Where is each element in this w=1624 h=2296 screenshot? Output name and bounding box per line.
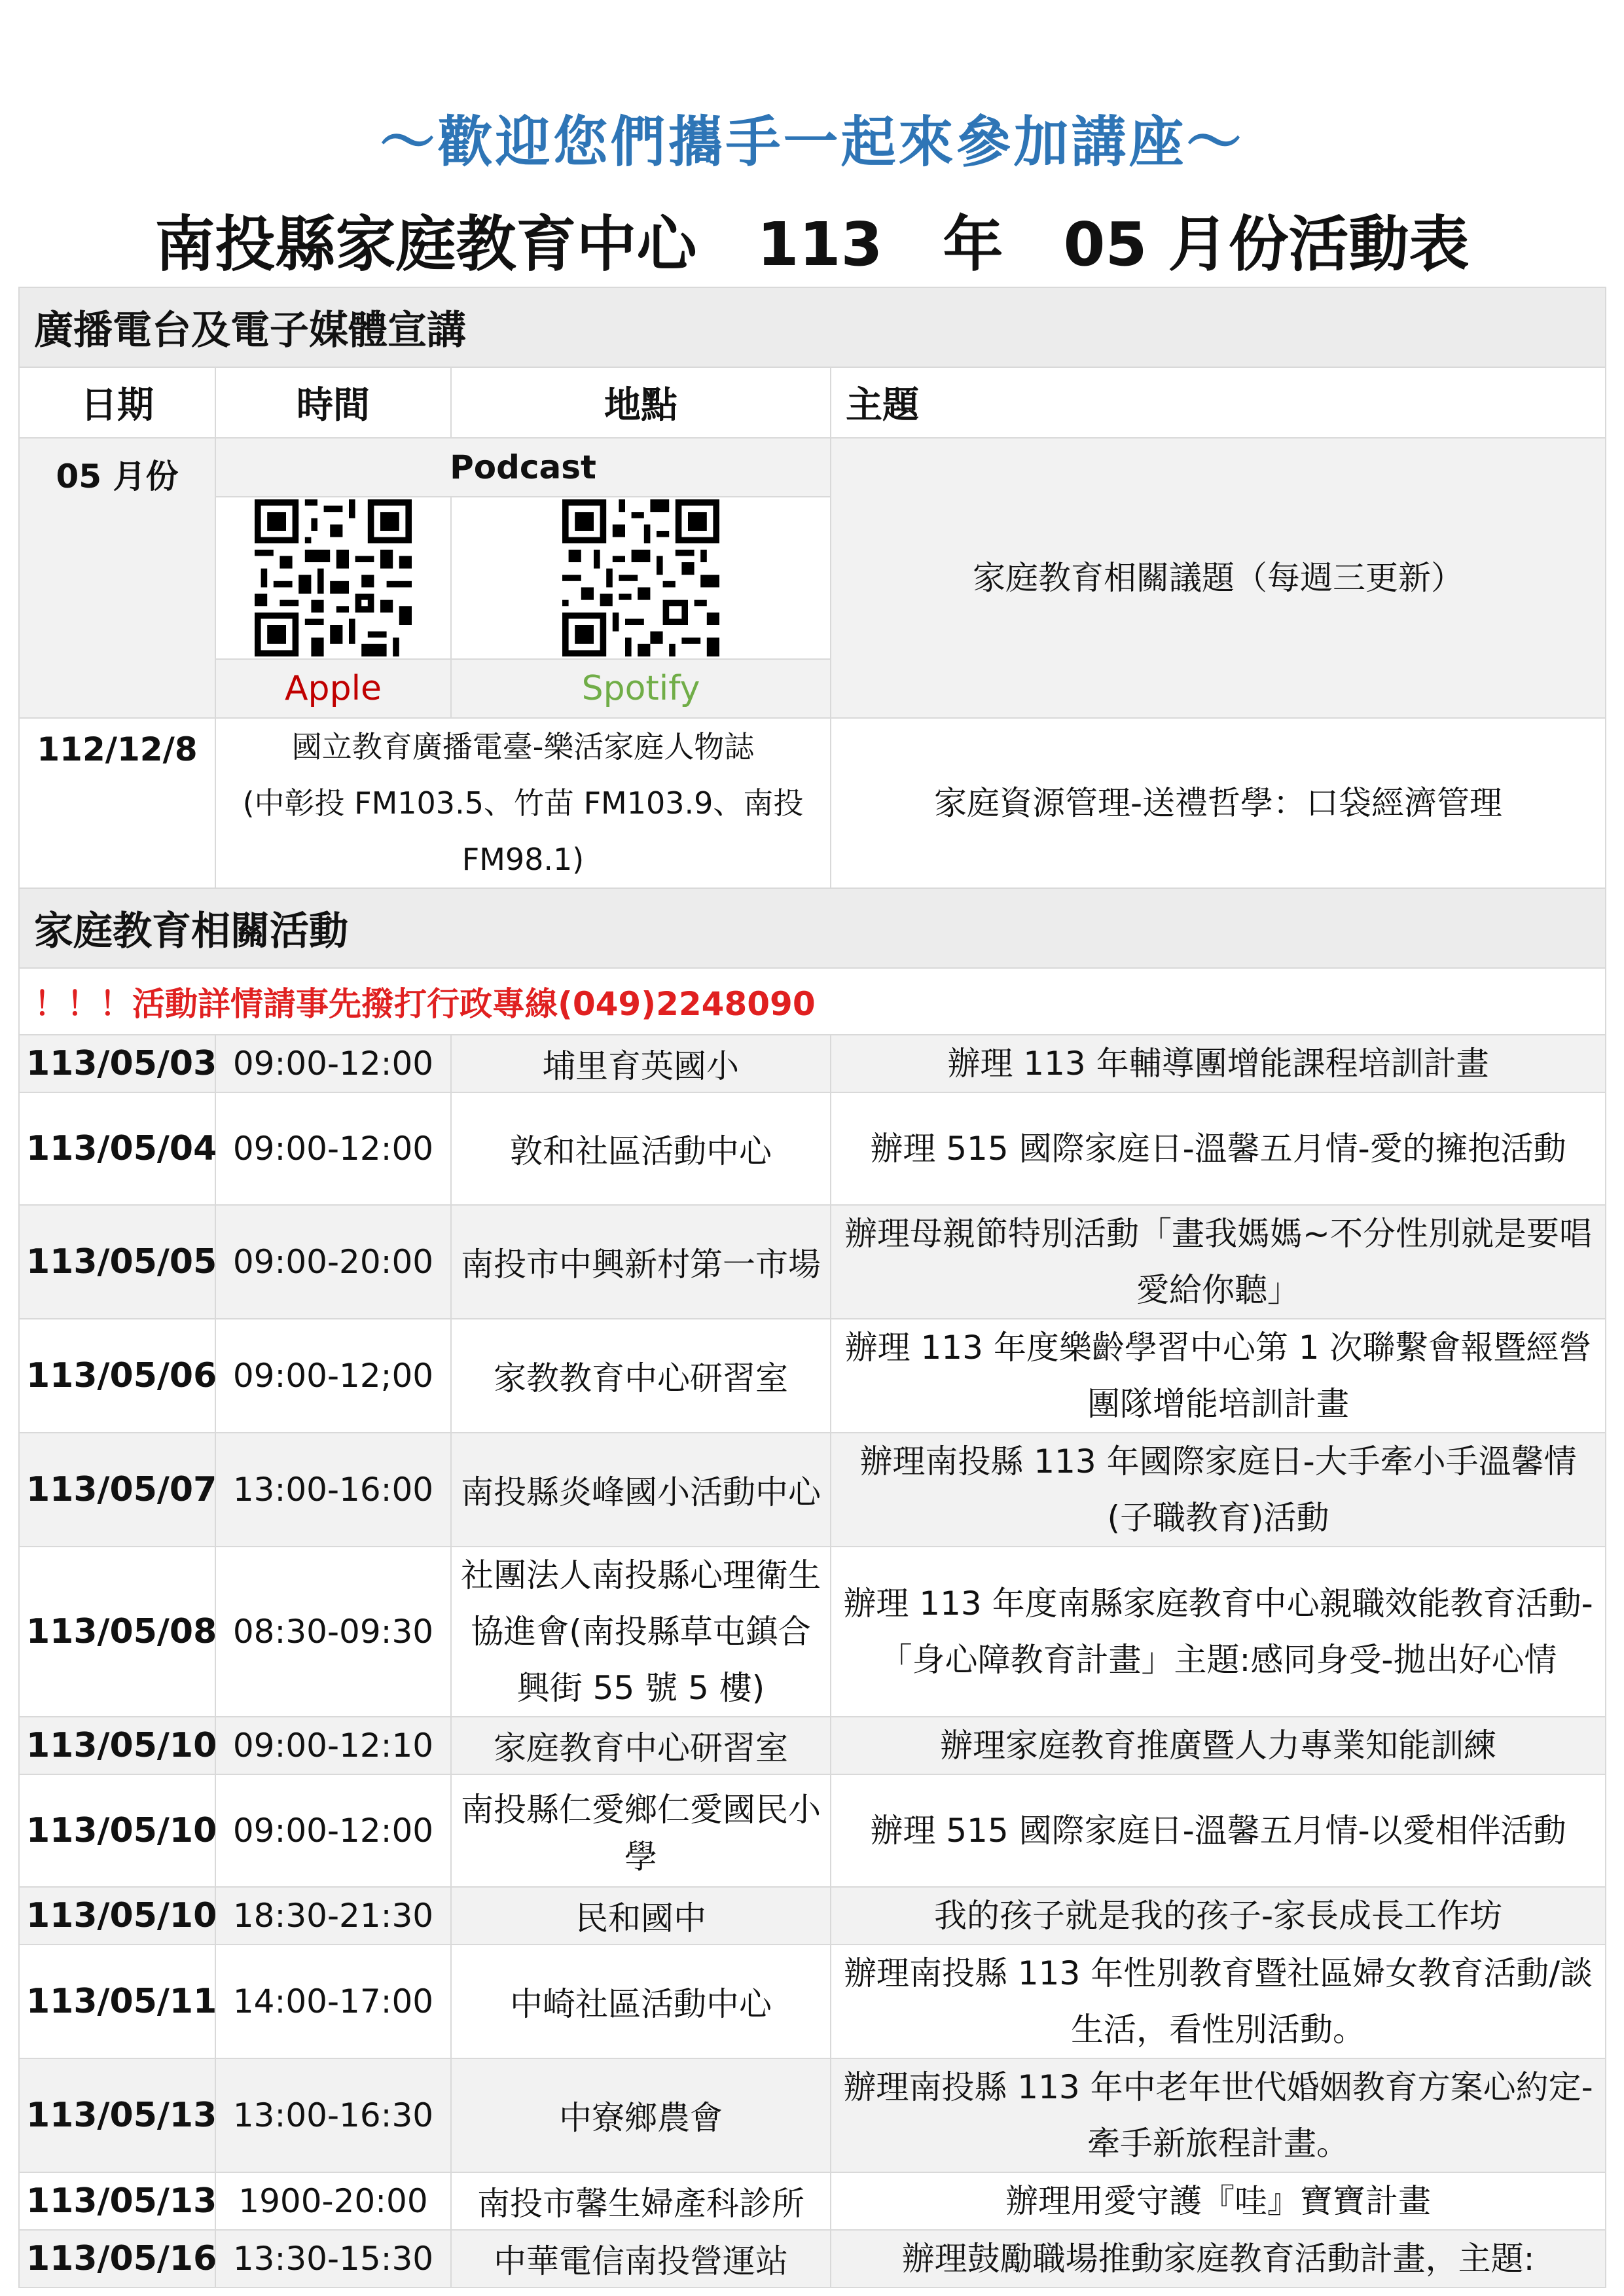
- activity-time: 09:00-20:00: [215, 1205, 451, 1319]
- podcast-label: Podcast: [215, 438, 831, 497]
- activity-time: 08:30-09:30: [215, 1547, 451, 1717]
- activity-place: 家教教育中心研習室: [451, 1319, 831, 1433]
- activity-date: 113/05/08: [19, 1547, 215, 1717]
- spotify-qr-code-icon[interactable]: [562, 499, 719, 656]
- activity-place: 埔里育英國小: [451, 1035, 831, 1092]
- radio-place: [215, 718, 831, 888]
- activity-topic: 辦理 113 年度樂齡學習中心第 1 次聯繫會報暨經營團隊增能培訓計畫: [831, 1319, 1606, 1433]
- section-title: 廣播電台及電子媒體宣講: [19, 287, 1606, 367]
- section-header-broadcast: [19, 287, 1606, 367]
- activity-time: 13:30-15:30: [215, 2230, 451, 2287]
- column-header-date: 日期: [19, 367, 215, 438]
- activity-place: 家庭教育中心研習室: [451, 1717, 831, 1774]
- podcast-row: [19, 438, 1606, 497]
- spotify-qr-cell[interactable]: [451, 497, 831, 659]
- activity-topic: 辦理南投縣 113 年性別教育暨社區婦女教育活動/談生活，看性別活動。: [831, 1945, 1606, 2058]
- activity-date: 113/05/13: [19, 2172, 215, 2230]
- activity-date: 113/05/10: [19, 1717, 215, 1774]
- radio-topic: 家庭資源管理-送禮哲學：口袋經濟管理: [831, 718, 1606, 888]
- activity-date: 113/05/10: [19, 1774, 215, 1887]
- table-row: [19, 2230, 1606, 2287]
- table-header: [19, 367, 1606, 438]
- activity-topic: 辦理 515 國際家庭日-溫馨五月情-以愛相伴活動: [831, 1774, 1606, 1887]
- table-row: [19, 1717, 1606, 1774]
- activity-date: 113/05/11: [19, 1945, 215, 2058]
- activity-place: 南投縣炎峰國小活動中心: [451, 1433, 831, 1547]
- activity-place: 中華電信南投營運站: [451, 2230, 831, 2287]
- radio-place-line1: 國立教育廣播電臺-樂活家庭人物誌: [291, 729, 755, 764]
- notice-row: [19, 968, 1606, 1035]
- activity-place: 敦和社區活動中心: [451, 1092, 831, 1205]
- column-header-topic: 主題: [831, 367, 1606, 438]
- activity-time: 09:00-12:00: [215, 1035, 451, 1092]
- table-row: [19, 1092, 1606, 1205]
- activity-time: 1900-20:00: [215, 2172, 451, 2230]
- activity-topic: 辦理南投縣 113 年中老年世代婚姻教育方案心約定-牽手新旅程計畫。: [831, 2058, 1606, 2172]
- activity-topic: 辦理家庭教育推廣暨人力專業知能訓練: [831, 1717, 1606, 1774]
- notice-text: ！！！活動詳情請事先撥打行政專線(049)2248090: [19, 968, 1606, 1035]
- activity-topic: 辦理南投縣 113 年國際家庭日-大手牽小手溫馨情(子職教育)活動: [831, 1433, 1606, 1547]
- apple-label[interactable]: Apple: [215, 659, 451, 718]
- activity-topic: 辦理 113 年度南縣家庭教育中心親職效能教育活動-「身心障教育計畫」主題:感同身受-拋出好心情: [831, 1547, 1606, 1717]
- activity-date: 113/05/06: [19, 1319, 215, 1433]
- schedule-table: [18, 287, 1606, 2288]
- section-header-activities: [19, 888, 1606, 968]
- activity-time: 09:00-12;00: [215, 1319, 451, 1433]
- activity-place: 中崎社區活動中心: [451, 1945, 831, 2058]
- table-row: [19, 2058, 1606, 2172]
- activity-place: 民和國中: [451, 1887, 831, 1945]
- activity-date: 113/05/10: [19, 1887, 215, 1945]
- activity-place: 南投市中興新村第一市場: [451, 1205, 831, 1319]
- activity-topic: 辦理 515 國際家庭日-溫馨五月情-愛的擁抱活動: [831, 1092, 1606, 1205]
- activity-date: 113/05/05: [19, 1205, 215, 1319]
- table-row: [19, 1945, 1606, 2058]
- column-header-place: 地點: [451, 367, 831, 438]
- radio-row: [19, 718, 1606, 888]
- activity-topic: 辦理母親節特別活動「畫我媽媽~不分性別就是要唱愛給你聽」: [831, 1205, 1606, 1319]
- spotify-label[interactable]: Spotify: [451, 659, 831, 718]
- activity-date: 113/05/03: [19, 1035, 215, 1092]
- apple-qr-cell[interactable]: [215, 497, 451, 659]
- podcast-topic: 家庭教育相關議題（每週三更新）: [831, 438, 1606, 718]
- activity-date: 113/05/07: [19, 1433, 215, 1547]
- apple-qr-code-icon[interactable]: [255, 499, 412, 656]
- subtitle: ～歡迎您們攜手一起來參加講座～: [380, 110, 1244, 174]
- table-row: [19, 1774, 1606, 1887]
- table-row: [19, 1887, 1606, 1945]
- activity-topic: 辦理用愛守護『哇』寶寶計畫: [831, 2172, 1606, 2230]
- page-title: 南投縣家庭教育中心 113 年 05 月份活動表: [154, 209, 1470, 279]
- activity-time: 18:30-21:30: [215, 1887, 451, 1945]
- activity-time: 09:00-12:10: [215, 1717, 451, 1774]
- activity-place: 中寮鄉農會: [451, 2058, 831, 2172]
- activity-date: 113/05/13: [19, 2058, 215, 2172]
- activity-date: 113/05/16: [19, 2230, 215, 2287]
- table-row: [19, 2172, 1606, 2230]
- column-header-time: 時間: [215, 367, 451, 438]
- activity-time: 13:00-16:30: [215, 2058, 451, 2172]
- table-row: [19, 1433, 1606, 1547]
- activity-topic: 我的孩子就是我的孩子-家長成長工作坊: [831, 1887, 1606, 1945]
- radio-place-line2: (中彰投 FM103.5、竹苗 FM103.9、南投 FM98.1): [242, 785, 804, 877]
- activity-time: 14:00-17:00: [215, 1945, 451, 2058]
- activity-time: 09:00-12:00: [215, 1092, 451, 1205]
- table-row: [19, 1547, 1606, 1717]
- activity-time: 09:00-12:00: [215, 1774, 451, 1887]
- section-title: 家庭教育相關活動: [19, 888, 1606, 968]
- schedule-table-wrapper: [18, 287, 1605, 2288]
- activity-topic: 辦理鼓勵職場推動家庭教育活動計畫，主題:: [831, 2230, 1606, 2287]
- activity-date: 113/05/04: [19, 1092, 215, 1205]
- podcast-date: 05 月份: [19, 438, 215, 718]
- activity-place: 南投縣仁愛鄉仁愛國民小學: [451, 1774, 831, 1887]
- table-row: [19, 1319, 1606, 1433]
- table-row: [19, 1205, 1606, 1319]
- activity-place: 南投市馨生婦產科診所: [451, 2172, 831, 2230]
- activity-place: 社團法人南投縣心理衛生協進會(南投縣草屯鎮合興街 55 號 5 樓): [451, 1547, 831, 1717]
- table-row: [19, 1035, 1606, 1092]
- radio-date: 112/12/8: [19, 718, 215, 888]
- activity-topic: 辦理 113 年輔導團增能課程培訓計畫: [831, 1035, 1606, 1092]
- activity-time: 13:00-16:00: [215, 1433, 451, 1547]
